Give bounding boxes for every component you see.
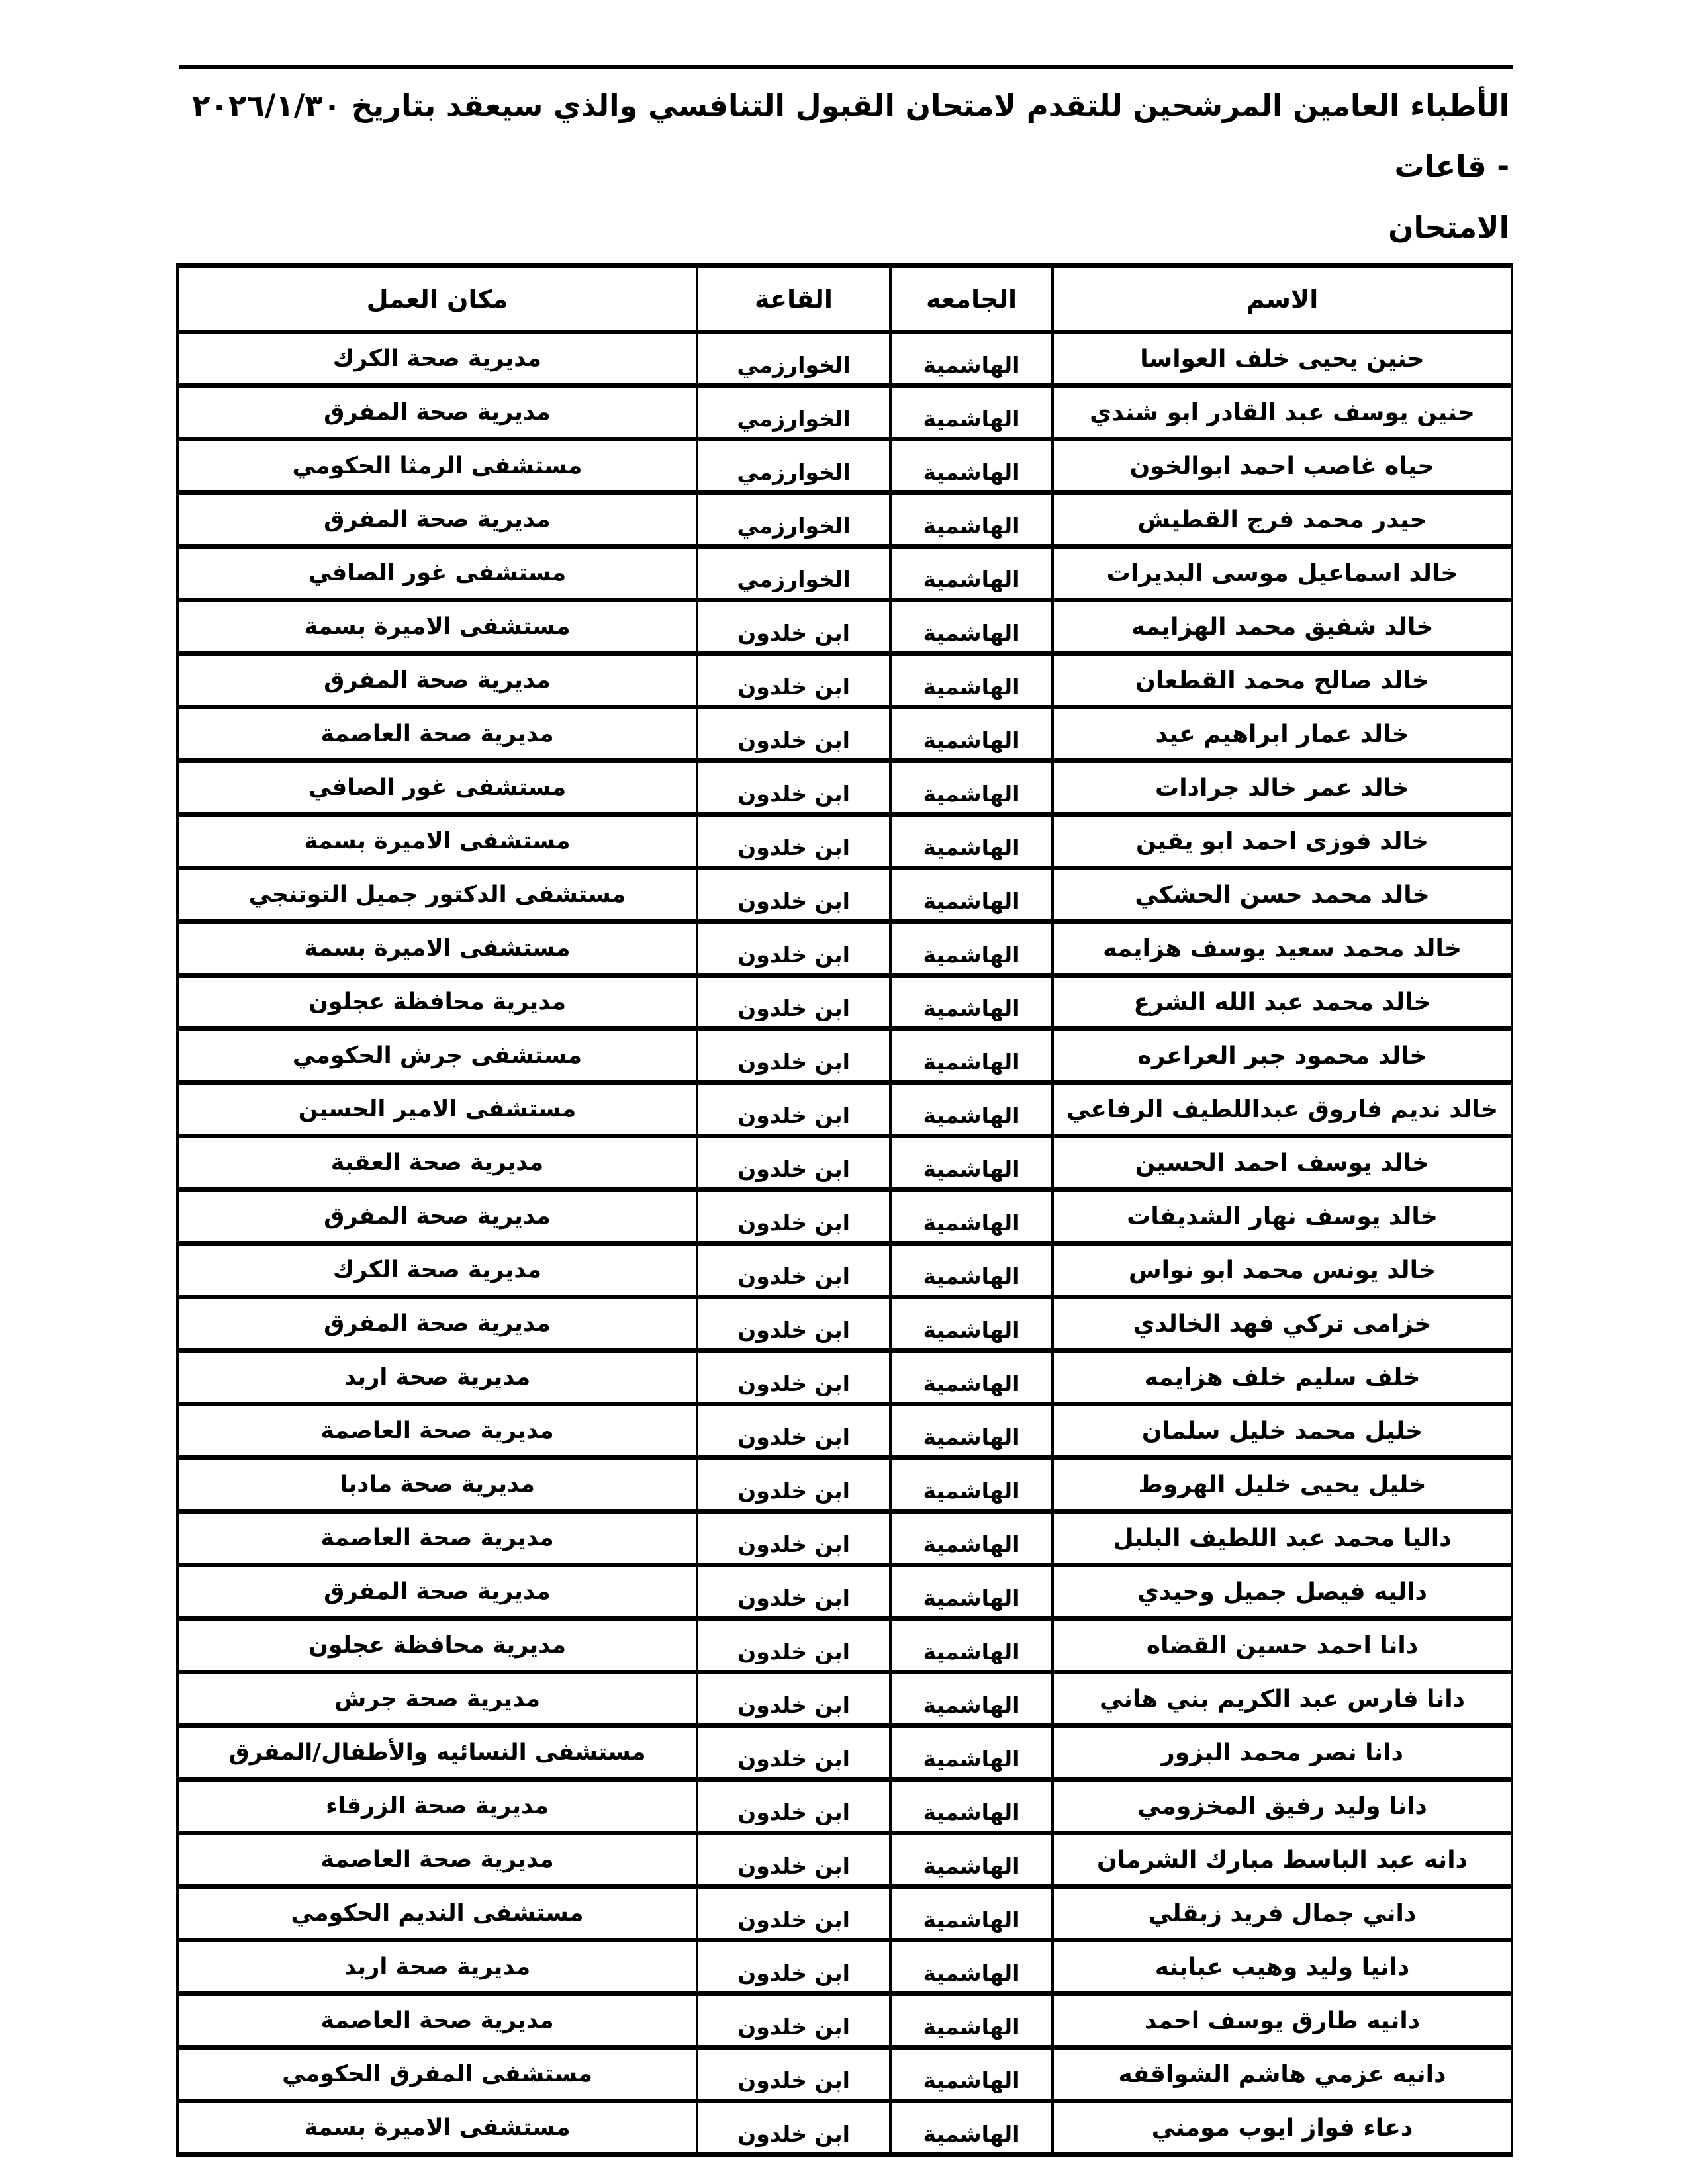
cell-workplace: مستشفى غور الصافي <box>177 547 697 600</box>
cell-workplace: مديرية صحة المفرق <box>177 1297 697 1351</box>
cell-hall: ابن خلدون <box>697 1887 890 1940</box>
cell-hall: ابن خلدون <box>697 976 890 1029</box>
cell-hall: ابن خلدون <box>697 2048 890 2101</box>
cell-university: الهاشمية <box>890 547 1053 600</box>
title-line-2: الامتحان <box>1388 210 1509 245</box>
cell-hall: ابن خلدون <box>697 1458 890 1512</box>
cell-workplace: مديرية صحة الزرقاء <box>177 1780 697 1833</box>
table-row <box>177 1136 1512 1190</box>
cell-name: خليل محمد خليل سلمان <box>1053 1404 1512 1458</box>
cell-workplace: مديرية صحة الكرك <box>177 332 697 386</box>
cell-name: دعاء فواز ايوب مومني <box>1053 2101 1512 2155</box>
cell-workplace: مديرية صحة اربد <box>177 1940 697 1994</box>
table-row <box>177 868 1512 922</box>
cell-name: خالد عمر خالد جرادات <box>1053 761 1512 815</box>
cell-university: الهاشمية <box>890 654 1053 707</box>
table-row <box>177 1940 1512 1994</box>
cell-workplace: مديرية صحة المفرق <box>177 1190 697 1244</box>
cell-university: الهاشمية <box>890 815 1053 868</box>
cell-name: خالد محمود جبر العراعره <box>1053 1029 1512 1083</box>
table-row <box>177 1726 1512 1780</box>
table-row <box>177 547 1512 600</box>
table-row <box>177 1512 1512 1565</box>
cell-university: الهاشمية <box>890 1083 1053 1136</box>
cell-hall: ابن خلدون <box>697 1726 890 1780</box>
cell-hall: ابن خلدون <box>697 1780 890 1833</box>
cell-name: دانا احمد حسين القضاه <box>1053 1619 1512 1672</box>
cell-workplace: مستشفى الرمثا الحكومي <box>177 439 697 493</box>
cell-university: الهاشمية <box>890 976 1053 1029</box>
col-header-name: الاسم <box>1053 266 1512 332</box>
cell-name: خالد صالح محمد القطعان <box>1053 654 1512 707</box>
cell-name: حيدر محمد فرج القطيش <box>1053 493 1512 547</box>
table-row <box>177 1190 1512 1244</box>
cell-hall: ابن خلدون <box>697 1565 890 1619</box>
cell-workplace: مديرية صحة الكرك <box>177 1244 697 1297</box>
cell-name: خليل يحيى خليل الهروط <box>1053 1458 1512 1512</box>
cell-university: الهاشمية <box>890 1458 1053 1512</box>
cell-university: الهاشمية <box>890 1404 1053 1458</box>
cell-university: الهاشمية <box>890 2101 1053 2155</box>
table-row <box>177 2101 1512 2155</box>
table-row <box>177 386 1512 439</box>
table-row <box>177 654 1512 707</box>
cell-university: الهاشمية <box>890 1833 1053 1887</box>
cell-hall: الخوارزمي <box>697 439 890 493</box>
cell-name: خالد اسماعيل موسى البديرات <box>1053 547 1512 600</box>
cell-hall: ابن خلدون <box>697 654 890 707</box>
col-header-workplace: مكان العمل <box>177 266 697 332</box>
table-row <box>177 1619 1512 1672</box>
cell-name: خالد محمد عبد الله الشرع <box>1053 976 1512 1029</box>
cell-name: دانا وليد رفيق المخزومي <box>1053 1780 1512 1833</box>
table-row <box>177 1672 1512 1726</box>
cell-university: الهاشمية <box>890 1887 1053 1940</box>
cell-workplace: مستشفى الامير الحسين <box>177 1083 697 1136</box>
title-line-1: الأطباء العامين المرشحين للتقدم لامتحان القبول التنافسي والذي سيعقد بتاريخ ٢٠٢٦/١/٣٠ - قاعات <box>192 88 1509 184</box>
cell-name: خالد يوسف احمد الحسين <box>1053 1136 1512 1190</box>
cell-name: خالد فوزى احمد ابو يقين <box>1053 815 1512 868</box>
cell-university: الهاشمية <box>890 707 1053 761</box>
table-body <box>177 332 1512 2155</box>
table-row <box>177 332 1512 386</box>
cell-name: حياه غاصب احمد ابوالخون <box>1053 439 1512 493</box>
cell-university: الهاشمية <box>890 1244 1053 1297</box>
table-row <box>177 1404 1512 1458</box>
cell-hall: ابن خلدون <box>697 1940 890 1994</box>
table-row <box>177 761 1512 815</box>
cell-name: خالد يوسف نهار الشديفات <box>1053 1190 1512 1244</box>
cell-name: دانيه طارق يوسف احمد <box>1053 1994 1512 2048</box>
cell-university: الهاشمية <box>890 1672 1053 1726</box>
cell-workplace: مديرية محافظة عجلون <box>177 1619 697 1672</box>
cell-university: الهاشمية <box>890 600 1053 654</box>
cell-name: حنين يوسف عبد القادر ابو شندي <box>1053 386 1512 439</box>
cell-hall: ابن خلدون <box>697 1029 890 1083</box>
cell-workplace: مديرية صحة المفرق <box>177 1565 697 1619</box>
cell-workplace: مستشفى النسائيه والأطفال/المفرق <box>177 1726 697 1780</box>
cell-name: دانيه عزمي هاشم الشواقفه <box>1053 2048 1512 2101</box>
table-row <box>177 922 1512 976</box>
table-row <box>177 439 1512 493</box>
cell-workplace: مستشفى الاميرة بسمة <box>177 600 697 654</box>
table-row <box>177 1780 1512 1833</box>
table-row <box>177 2048 1512 2101</box>
cell-university: الهاشمية <box>890 2048 1053 2101</box>
cell-hall: ابن خلدون <box>697 1190 890 1244</box>
cell-name: خالد محمد سعيد يوسف هزايمه <box>1053 922 1512 976</box>
cell-name: دانه عبد الباسط مبارك الشرمان <box>1053 1833 1512 1887</box>
cell-hall: الخوارزمي <box>697 332 890 386</box>
table-row <box>177 600 1512 654</box>
table-row <box>177 1887 1512 1940</box>
cell-workplace: مستشفى جرش الحكومي <box>177 1029 697 1083</box>
cell-name: داني جمال فريد زبقلي <box>1053 1887 1512 1940</box>
table-header-row <box>177 266 1512 332</box>
cell-hall: ابن خلدون <box>697 1083 890 1136</box>
cell-workplace: مديرية صحة مادبا <box>177 1458 697 1512</box>
cell-university: الهاشمية <box>890 386 1053 439</box>
cell-hall: ابن خلدون <box>697 600 890 654</box>
cell-hall: ابن خلدون <box>697 1244 890 1297</box>
cell-workplace: مديرية صحة العاصمة <box>177 1833 697 1887</box>
cell-university: الهاشمية <box>890 1136 1053 1190</box>
cell-hall: ابن خلدون <box>697 1512 890 1565</box>
table-row <box>177 1029 1512 1083</box>
table-row <box>177 1297 1512 1351</box>
candidates-table <box>176 263 1513 2157</box>
cell-hall: ابن خلدون <box>697 1297 890 1351</box>
cell-workplace: مديرية صحة جرش <box>177 1672 697 1726</box>
table-row <box>177 1458 1512 1512</box>
cell-name: خالد محمد حسن الحشكي <box>1053 868 1512 922</box>
cell-university: الهاشمية <box>890 1994 1053 2048</box>
cell-hall: ابن خلدون <box>697 1136 890 1190</box>
col-header-university: الجامعه <box>890 266 1053 332</box>
cell-hall: ابن خلدون <box>697 2101 890 2155</box>
table-row <box>177 493 1512 547</box>
cell-university: الهاشمية <box>890 439 1053 493</box>
cell-hall: ابن خلدون <box>697 815 890 868</box>
cell-university: الهاشمية <box>890 1351 1053 1404</box>
cell-university: الهاشمية <box>890 1780 1053 1833</box>
cell-hall: ابن خلدون <box>697 1672 890 1726</box>
cell-hall: ابن خلدون <box>697 1404 890 1458</box>
cell-hall: الخوارزمي <box>697 547 890 600</box>
cell-hall: ابن خلدون <box>697 922 890 976</box>
cell-name: خالد شفيق محمد الهزايمه <box>1053 600 1512 654</box>
cell-university: الهاشمية <box>890 922 1053 976</box>
table-row <box>177 1351 1512 1404</box>
table-row <box>177 1994 1512 2048</box>
cell-university: الهاشمية <box>890 493 1053 547</box>
cell-name: حنين يحيى خلف العواسا <box>1053 332 1512 386</box>
table-row <box>177 1565 1512 1619</box>
cell-name: دانا فارس عبد الكريم بني هاني <box>1053 1672 1512 1726</box>
col-header-hall: القاعة <box>697 266 890 332</box>
cell-name: خلف سليم خلف هزايمه <box>1053 1351 1512 1404</box>
cell-name: خالد نديم فاروق عبداللطيف الرفاعي <box>1053 1083 1512 1136</box>
cell-workplace: مستشفى الاميرة بسمة <box>177 2101 697 2155</box>
cell-workplace: مديرية صحة المفرق <box>177 654 697 707</box>
cell-hall: ابن خلدون <box>697 1994 890 2048</box>
cell-university: الهاشمية <box>890 1512 1053 1565</box>
cell-university: الهاشمية <box>890 332 1053 386</box>
cell-workplace: مديرية صحة العاصمة <box>177 1512 697 1565</box>
cell-hall: ابن خلدون <box>697 707 890 761</box>
cell-workplace: مستشفى الاميرة بسمة <box>177 815 697 868</box>
cell-name: خالد يونس محمد ابو نواس <box>1053 1244 1512 1297</box>
cell-workplace: مديرية صحة المفرق <box>177 386 697 439</box>
cell-workplace: مديرية صحة المفرق <box>177 493 697 547</box>
cell-workplace: مستشفى النديم الحكومي <box>177 1887 697 1940</box>
cell-university: الهاشمية <box>890 1297 1053 1351</box>
cell-workplace: مديرية صحة العاصمة <box>177 1404 697 1458</box>
cell-workplace: مديرية محافظة عجلون <box>177 976 697 1029</box>
cell-university: الهاشمية <box>890 1029 1053 1083</box>
document-content <box>179 65 1513 2157</box>
cell-university: الهاشمية <box>890 761 1053 815</box>
cell-workplace: مديرية صحة العاصمة <box>177 1994 697 2048</box>
cell-hall: الخوارزمي <box>697 493 890 547</box>
cell-workplace: مستشفى الدكتور جميل التوتنجي <box>177 868 697 922</box>
cell-hall: ابن خلدون <box>697 1351 890 1404</box>
cell-workplace: مستشفى غور الصافي <box>177 761 697 815</box>
document-title <box>179 65 1513 258</box>
cell-university: الهاشمية <box>890 1619 1053 1672</box>
cell-name: داليه فيصل جميل وحيدي <box>1053 1565 1512 1619</box>
cell-hall: ابن خلدون <box>697 1619 890 1672</box>
table-row <box>177 1244 1512 1297</box>
cell-hall: ابن خلدون <box>697 761 890 815</box>
cell-name: دانا نصر محمد البزور <box>1053 1726 1512 1780</box>
table-row <box>177 1083 1512 1136</box>
cell-hall: الخوارزمي <box>697 386 890 439</box>
table-row <box>177 1833 1512 1887</box>
cell-workplace: مديرية صحة العاصمة <box>177 707 697 761</box>
cell-hall: ابن خلدون <box>697 1833 890 1887</box>
table-row <box>177 815 1512 868</box>
cell-university: الهاشمية <box>890 868 1053 922</box>
cell-workplace: مديرية صحة العقبة <box>177 1136 697 1190</box>
cell-name: دانيا وليد وهيب عبابنه <box>1053 1940 1512 1994</box>
cell-hall: ابن خلدون <box>697 868 890 922</box>
cell-name: داليا محمد عبد اللطيف البلبل <box>1053 1512 1512 1565</box>
cell-workplace: مستشفى الاميرة بسمة <box>177 922 697 976</box>
cell-university: الهاشمية <box>890 1565 1053 1619</box>
cell-workplace: مديرية صحة اربد <box>177 1351 697 1404</box>
cell-university: الهاشمية <box>890 1190 1053 1244</box>
cell-university: الهاشمية <box>890 1940 1053 1994</box>
cell-workplace: مستشفى المفرق الحكومي <box>177 2048 697 2101</box>
table-row <box>177 976 1512 1029</box>
cell-name: خالد عمار ابراهيم عيد <box>1053 707 1512 761</box>
cell-name: خزامى تركي فهد الخالدي <box>1053 1297 1512 1351</box>
table-row <box>177 707 1512 761</box>
cell-university: الهاشمية <box>890 1726 1053 1780</box>
